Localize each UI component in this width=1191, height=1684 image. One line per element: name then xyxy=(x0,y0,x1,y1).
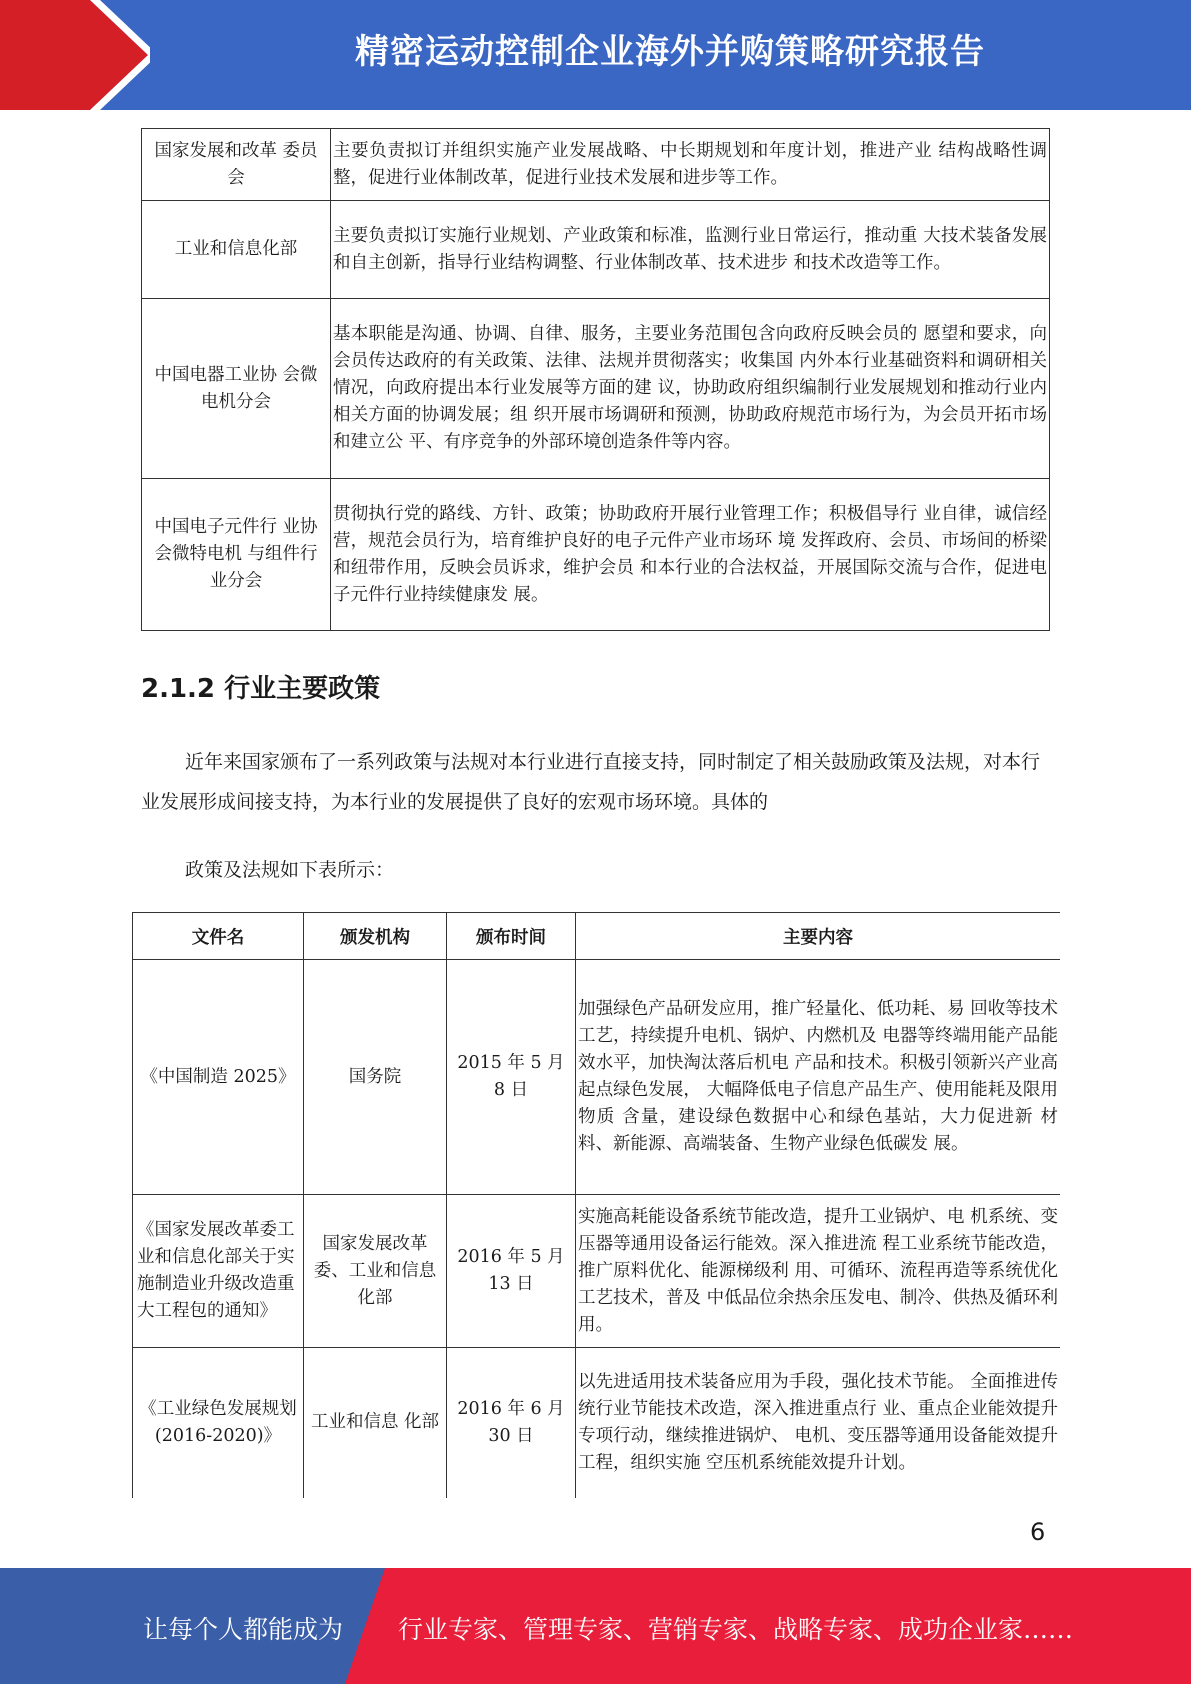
issue-date: 2016 年 5 月 13 日 xyxy=(447,1195,576,1348)
policy-content: 加强绿色产品研发应用，推广轻量化、低功耗、易 回收等技术工艺，持续提升电机、锅炉、内燃机及 电器等终端用能产品能效水平，加快淘汰落后机电 产品和技术。积极引领新兴产业高起点绿色发展， 大幅降低电子信息产品生产、使用能耗及限用物质 含量，建设绿色数据中心和绿色基站，大力促进新 材料、新能源、高端装备、生物产业绿色低碳发 展。 xyxy=(576,960,1061,1195)
table-row xyxy=(133,1195,1061,1348)
table-row xyxy=(142,129,1050,201)
column-header: 颁布时间 xyxy=(447,913,576,960)
table-row xyxy=(133,1348,1061,1498)
policy-content: 实施高耗能设备系统节能改造，提升工业锅炉、电 机系统、变压器等通用设备运行能效。深入推进流 程工业系统节能改造，推广原料优化、能源梯级利 用、可循环、流程再造等系统优化工艺技术，普及 中低品位余热余压发电、制冷、供热及循环利用。 xyxy=(576,1195,1061,1348)
agency-desc: 主要负责拟订并组织实施产业发展战略、中长期规划和年度计划，推进产业 结构战略性调整，促进行业体制改革，促进行业技术发展和进步等工作。 xyxy=(331,129,1050,201)
issue-date: 2016 年 6 月 30 日 xyxy=(447,1348,576,1498)
agency-desc: 主要负责拟订实施行业规划、产业政策和标准，监测行业日常运行，推动重 大技术装备发展和自主创新，指导行业结构调整、行业体制改革、技术进步 和技术改造等工作。 xyxy=(331,201,1050,299)
column-header: 主要内容 xyxy=(576,913,1061,960)
issuer: 国家发展改革委、工业和信息化部 xyxy=(304,1195,447,1348)
table-row xyxy=(133,960,1061,1195)
policy-table xyxy=(132,912,1060,1498)
doc-name: 《中国制造 2025》 xyxy=(133,960,304,1195)
header-arrow-decoration xyxy=(0,0,150,110)
agency-name: 国家发展和改革 委员会 xyxy=(142,129,331,201)
agency-name: 工业和信息化部 xyxy=(142,201,331,299)
agency-desc: 基本职能是沟通、协调、自律、服务，主要业务范围包含向政府反映会员的 愿望和要求，向会员传达政府的有关政策、法律、法规并贯彻落实；收集国 内外本行业基础资料和调研相关情况，向政府提出本行业发展等方面的建 议，协助政府组织编制行业发展规划和推动行业内相关方面的协调发展；组 织开展市场调研和预测，协助政府规范市场行为，为会员开拓市场和建立公 平、有序竞争的外部环境创造条件等内容。 xyxy=(331,299,1050,479)
agency-name: 中国电子元件行 业协会微特电机 与组件行业分会 xyxy=(142,479,331,631)
page-header xyxy=(0,0,1191,110)
footer-slogan-left: 让每个人都能成为 xyxy=(143,1615,344,1644)
table-header-row xyxy=(133,913,1061,960)
page-number: 6 xyxy=(1030,1518,1046,1546)
table-row xyxy=(142,201,1050,299)
table-row xyxy=(142,479,1050,631)
agency-desc: 贯彻执行党的路线、方针、政策；协助政府开展行业管理工作；积极倡导行 业自律，诚信经营，规范会员行为，培育维护良好的电子元件产业市场环 境 发挥政府、会员、市场间的桥梁和纽带作用，反映会员诉求，维护会员 和本行业的合法权益，开展国际交流与合作，促进电子元件行业持续健康发 展。 xyxy=(331,479,1050,631)
column-header: 文件名 xyxy=(133,913,304,960)
footer-slogan-right: 行业专家、管理专家、营销专家、战略专家、成功企业家…… xyxy=(398,1615,1074,1644)
column-header: 颁发机构 xyxy=(304,913,447,960)
doc-name: 《国家发展改革委工业和信息化部关于实施制造业升级改造重大工程包的通知》 xyxy=(133,1195,304,1348)
agency-table xyxy=(141,128,1050,631)
table-row xyxy=(142,299,1050,479)
section-heading: 2.1.2 行业主要政策 xyxy=(141,674,381,704)
agency-name: 中国电器工业协 会微电机分会 xyxy=(142,299,331,479)
issue-date: 2015 年 5 月 8 日 xyxy=(447,960,576,1195)
report-title: 精密运动控制企业海外并购策略研究报告 xyxy=(355,32,985,72)
doc-name: 《工业绿色发展规划(2016-2020)》 xyxy=(133,1348,304,1498)
issuer: 国务院 xyxy=(304,960,447,1195)
body-paragraph: 近年来国家颁布了一系列政策与法规对本行业进行直接支持，同时制定了相关鼓励政策及法规，对本行业发展形成间接支持，为本行业的发展提供了良好的宏观市场环境。具体的 xyxy=(141,751,1041,813)
body-paragraph-continued: 政策及法规如下表所示： xyxy=(185,859,395,881)
issuer: 工业和信息 化部 xyxy=(304,1348,447,1498)
policy-content: 以先进适用技术装备应用为手段，强化技术节能。 全面推进传统行业节能技术改造，深入推进重点行 业、重点企业能效提升专项行动，继续推进锅炉、 电机、变压器等通用设备能效提升工程，组织实施 空压机系统能效提升计划。 xyxy=(576,1348,1061,1498)
